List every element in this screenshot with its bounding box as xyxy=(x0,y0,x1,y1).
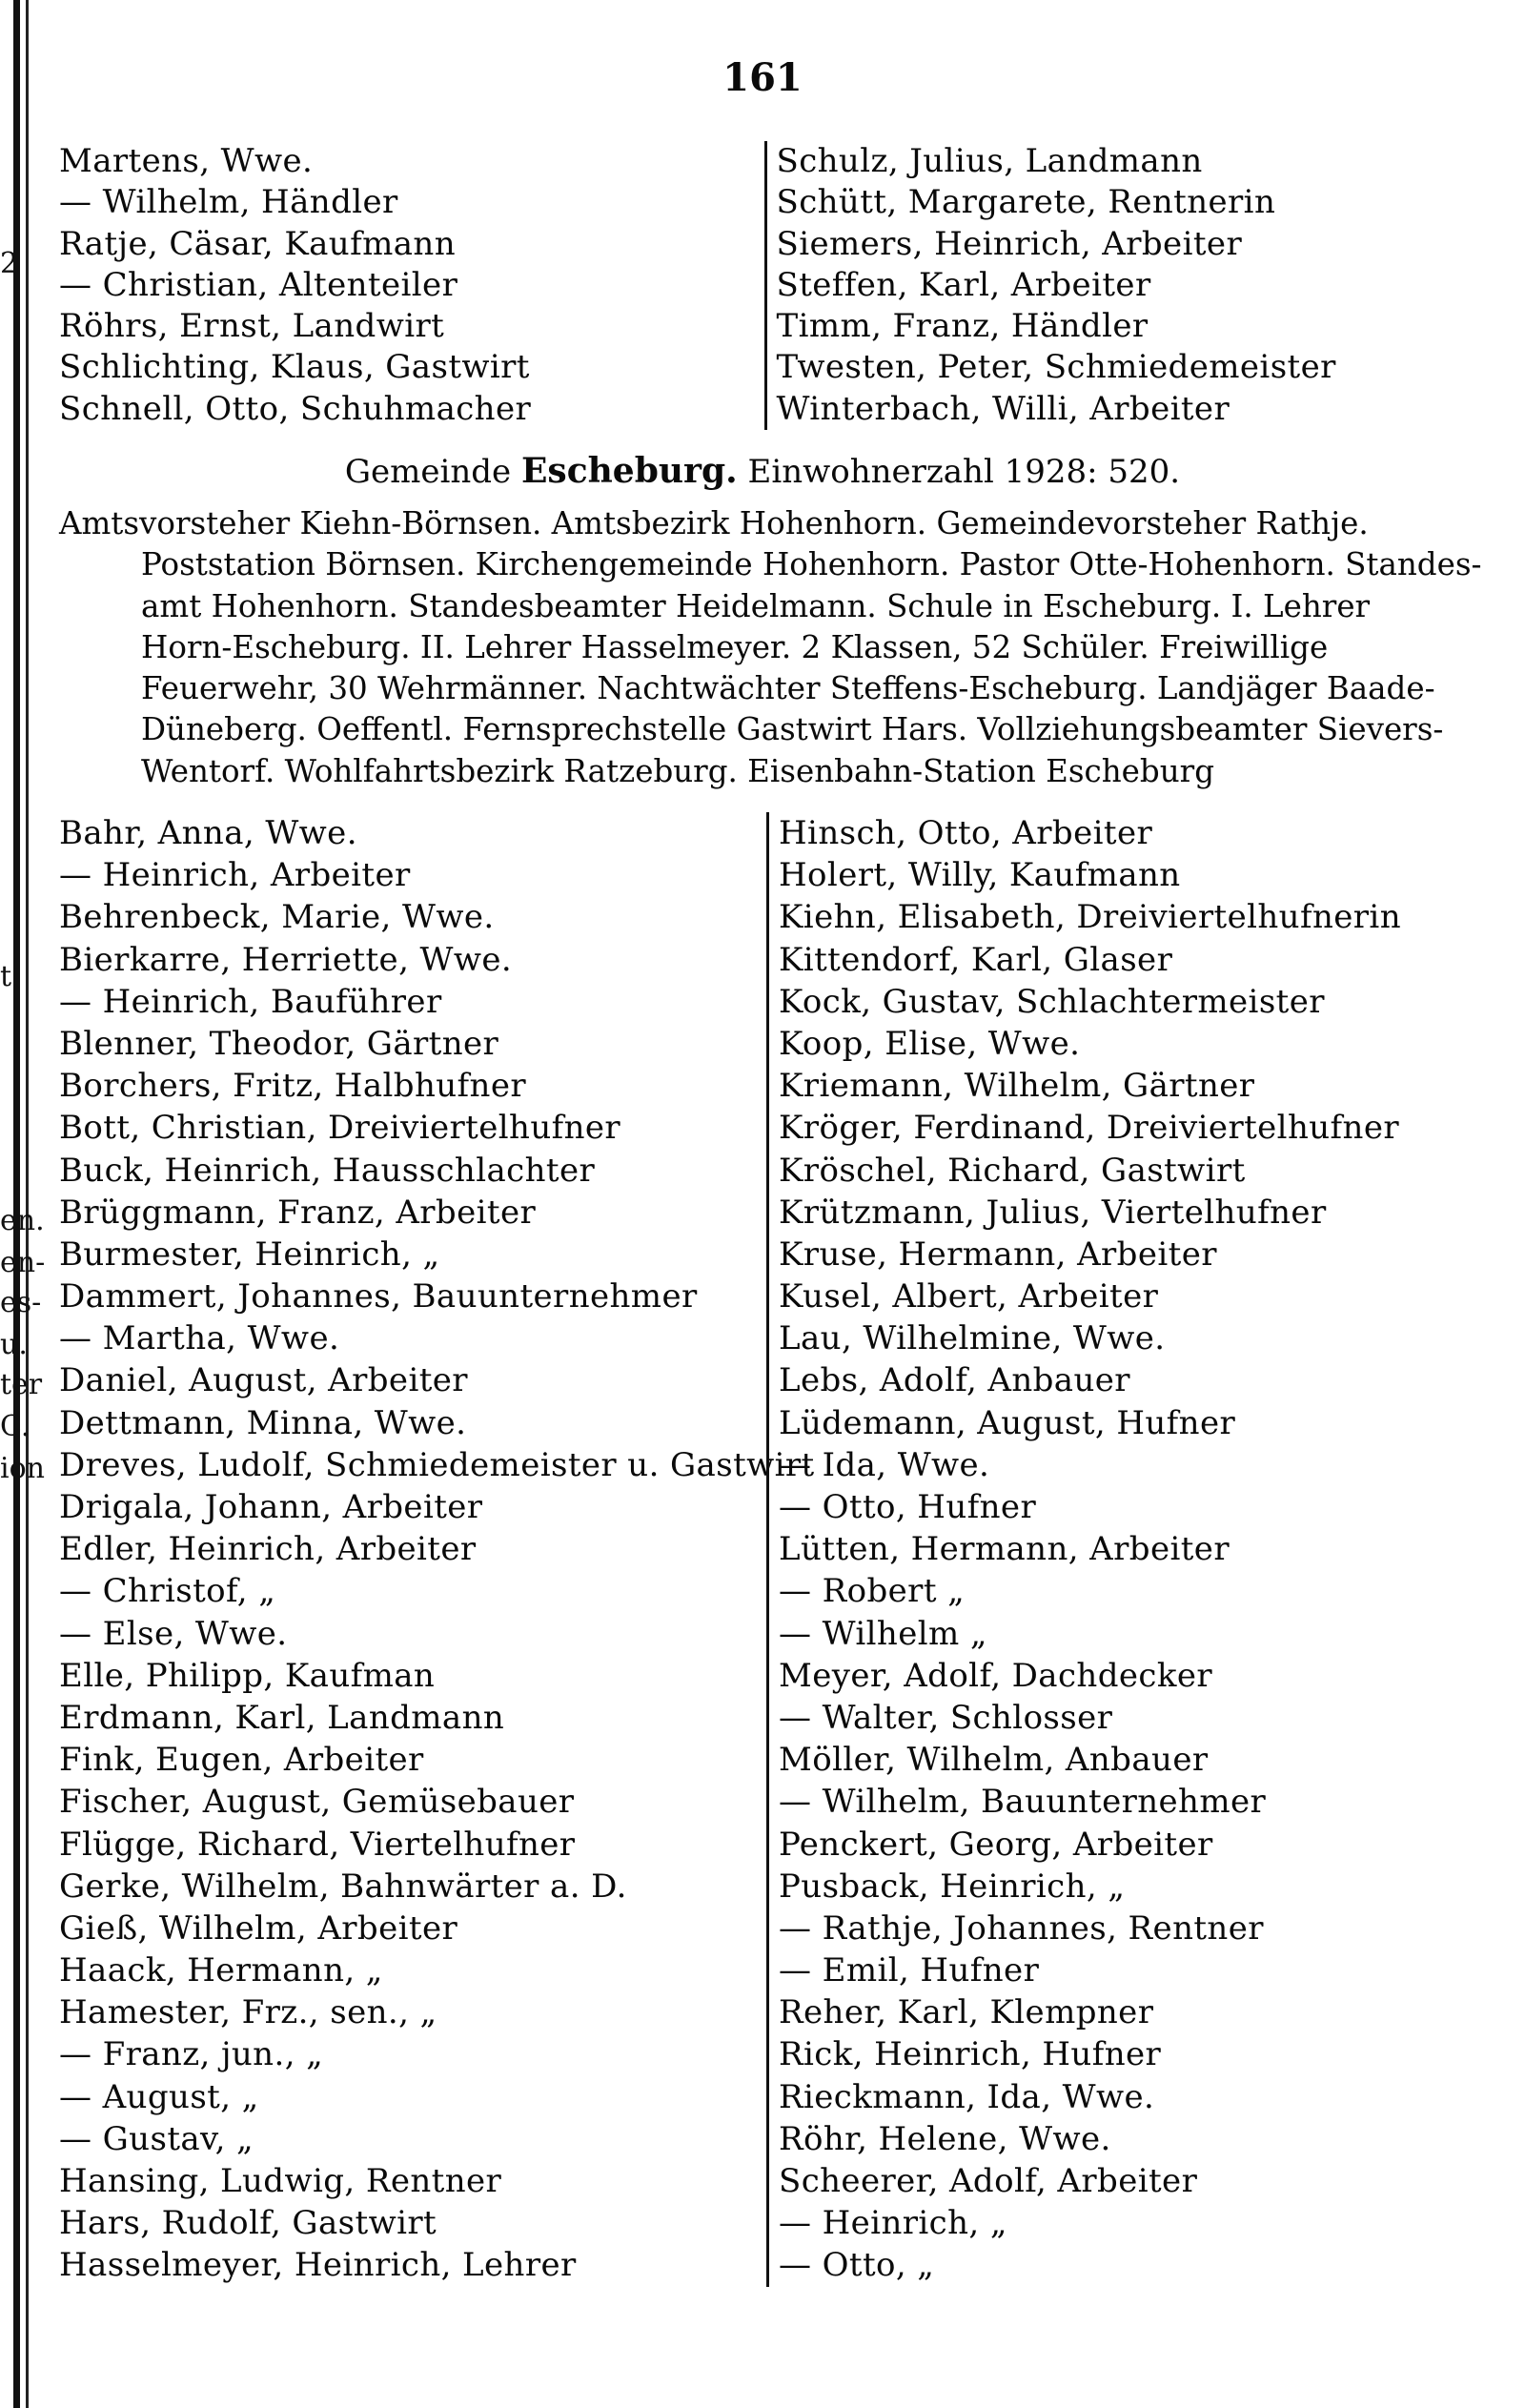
list-item: — Martha, Wwe. xyxy=(59,1319,340,1358)
list-item: — Christof, „ xyxy=(59,1572,276,1611)
list-item: Daniel, August, Arbeiter xyxy=(59,1361,468,1400)
list-item: Steffen, Karl, Arbeiter xyxy=(776,265,1151,304)
list-item: Brüggmann, Franz, Arbeiter xyxy=(59,1193,537,1232)
top-left-column xyxy=(59,141,753,430)
list-item: — Wilhelm „ xyxy=(779,1614,987,1653)
main-right-column xyxy=(766,812,1470,2287)
list-item: Haack, Hermann, „ xyxy=(59,1951,383,1990)
list-item: — Emil, Hufner xyxy=(779,1951,1040,1990)
list-item: — Franz, jun., „ xyxy=(59,2035,324,2074)
list-item: Edler, Heinrich, Arbeiter xyxy=(59,1530,477,1569)
list-item: — Otto, Hufner xyxy=(779,1488,1037,1526)
list-item: Blenner, Theodor, Gärtner xyxy=(59,1024,499,1063)
edge-fragment: t xyxy=(0,960,12,993)
list-item: Röhrs, Ernst, Landwirt xyxy=(59,307,445,346)
list-item: Rieckmann, Ida, Wwe. xyxy=(779,2077,1155,2116)
page-number: 161 xyxy=(722,55,803,100)
list-item: Scheerer, Adolf, Arbeiter xyxy=(779,2162,1198,2200)
edge-fragment: ion xyxy=(0,1452,45,1485)
list-item: Krützmann, Julius, Viertelhufner xyxy=(779,1193,1327,1232)
list-item: Kröger, Ferdinand, Dreiviertelhufner xyxy=(779,1109,1400,1148)
list-item: Kriemann, Wilhelm, Gärtner xyxy=(779,1067,1255,1106)
list-item: Martens, Wwe. xyxy=(59,142,314,180)
list-item: Pusback, Heinrich, „ xyxy=(779,1867,1126,1906)
list-item: Gerke, Wilhelm, Bahnwärter a. D. xyxy=(59,1867,627,1906)
list-item: Hamester, Frz., sen., „ xyxy=(59,1993,437,2032)
list-item: Schnell, Otto, Schuhmacher xyxy=(59,389,532,428)
list-item: Rick, Heinrich, Hufner xyxy=(779,2035,1162,2074)
list-item: Siemers, Heinrich, Arbeiter xyxy=(776,224,1243,263)
list-item: — Else, Wwe. xyxy=(59,1614,288,1653)
list-item: Hansing, Ludwig, Rentner xyxy=(59,2162,502,2200)
list-item: Kruse, Hermann, Arbeiter xyxy=(779,1235,1217,1274)
list-item: Kock, Gustav, Schlachtermeister xyxy=(779,982,1325,1021)
list-item: Elle, Philipp, Kaufman xyxy=(59,1656,436,1695)
list-item: Möller, Wilhelm, Anbauer xyxy=(779,1741,1209,1780)
section-population: Einwohnerzahl 1928: 520. xyxy=(747,453,1181,491)
list-item: — Gustav, „ xyxy=(59,2119,254,2158)
description-line: Feuerwehr, 30 Wehrmänner. Nachtwächter Steffens-Escheburg. Landjäger Baade- xyxy=(141,670,1435,707)
list-item: — Christian, Altenteiler xyxy=(59,265,458,304)
list-item: Lebs, Adolf, Anbauer xyxy=(779,1361,1130,1400)
list-item: Koop, Elise, Wwe. xyxy=(779,1024,1081,1063)
list-item: Fischer, August, Gemüsebauer xyxy=(59,1783,575,1822)
list-item: — Heinrich, Bauführer xyxy=(59,982,442,1021)
list-item: Bott, Christian, Dreiviertelhufner xyxy=(59,1109,621,1148)
list-item: Dammert, Johannes, Bauunternehmer xyxy=(59,1277,698,1316)
list-item: Ratje, Cäsar, Kaufmann xyxy=(59,224,456,263)
list-item: — Walter, Schlosser xyxy=(779,1698,1113,1737)
list-item: — Heinrich, „ xyxy=(779,2204,1007,2243)
list-item: Holert, Willy, Kaufmann xyxy=(779,856,1181,895)
edge-fragment: C. xyxy=(0,1410,30,1443)
list-item: — Ida, Wwe. xyxy=(779,1445,990,1484)
list-item: Fink, Eugen, Arbeiter xyxy=(59,1741,424,1780)
description-line: Wentorf. Wohlfahrtsbezirk Ratzeburg. Eisenbahn-Station Escheburg xyxy=(141,752,1214,789)
section-description xyxy=(59,503,1482,792)
list-item: Erdmann, Karl, Landmann xyxy=(59,1698,505,1737)
list-item: Hasselmeyer, Heinrich, Lehrer xyxy=(59,2246,577,2285)
top-directory-list xyxy=(59,141,1470,430)
list-item: Bierkarre, Herriette, Wwe. xyxy=(59,940,513,979)
edge-fragment: en- xyxy=(0,1246,46,1279)
description-line: Poststation Börnsen. Kirchengemeinde Hohenhorn. Pastor Otte-Hohenhorn. Standes- xyxy=(141,546,1482,583)
list-item: Penckert, Georg, Arbeiter xyxy=(779,1825,1213,1864)
list-item: Schlichting, Klaus, Gastwirt xyxy=(59,348,530,387)
list-item: — Wilhelm, Bauunternehmer xyxy=(779,1783,1267,1822)
list-item: — Rathje, Johannes, Rentner xyxy=(779,1908,1264,1948)
list-item: Buck, Heinrich, Hausschlachter xyxy=(59,1151,596,1190)
edge-fragment: ter xyxy=(0,1368,43,1401)
top-right-column xyxy=(764,141,1471,430)
list-item: Flügge, Richard, Viertelhufner xyxy=(59,1825,576,1864)
description-line: Amtsvorsteher Kiehn-Börnsen. Amtsbezirk Hohenhorn. Gemeindevorsteher Rathje. xyxy=(59,505,1369,541)
list-item: Hars, Rudolf, Gastwirt xyxy=(59,2204,437,2243)
list-item: — Heinrich, Arbeiter xyxy=(59,856,411,895)
description-line: amt Hohenhorn. Standesbeamter Heidelmann. Schule in Escheburg. I. Lehrer xyxy=(141,587,1371,624)
list-item: Burmester, Heinrich, „ xyxy=(59,1235,440,1274)
list-item: Lütten, Hermann, Arbeiter xyxy=(779,1530,1230,1569)
list-item: Kittendorf, Karl, Glaser xyxy=(779,940,1173,979)
list-item: Kröschel, Richard, Gastwirt xyxy=(779,1151,1246,1190)
list-item: Schulz, Julius, Landmann xyxy=(776,142,1203,180)
description-line: Düneberg. Oeffentl. Fernsprechstelle Gastwirt Hars. Vollziehungsbeamter Sievers- xyxy=(141,711,1444,748)
list-item: Drigala, Johann, Arbeiter xyxy=(59,1488,483,1526)
list-item: Bahr, Anna, Wwe. xyxy=(59,814,357,852)
list-item: Meyer, Adolf, Dachdecker xyxy=(779,1656,1213,1695)
list-item: Winterbach, Willi, Arbeiter xyxy=(776,389,1230,428)
list-item: Gieß, Wilhelm, Arbeiter xyxy=(59,1908,458,1948)
list-item: Schütt, Margarete, Rentnerin xyxy=(776,183,1276,222)
list-item: — Robert „ xyxy=(779,1572,966,1611)
list-item: Borchers, Fritz, Halbhufner xyxy=(59,1067,527,1106)
edge-fragment: 2 xyxy=(0,247,19,280)
list-item: Hinsch, Otto, Arbeiter xyxy=(779,814,1153,852)
edge-fragment: es- xyxy=(0,1286,42,1319)
list-item: — Wilhelm, Händler xyxy=(59,183,398,222)
section-name: Escheburg. xyxy=(520,451,738,491)
list-item: Twesten, Peter, Schmiedemeister xyxy=(776,348,1336,387)
list-item: Dettmann, Minna, Wwe. xyxy=(59,1403,467,1442)
resident-directory-list xyxy=(59,812,1470,2287)
edge-fragment: en. xyxy=(0,1204,45,1237)
list-item: Reher, Karl, Klempner xyxy=(779,1993,1154,2032)
list-item: Dreves, Ludolf, Schmiedemeister u. Gastwirt xyxy=(59,1445,815,1484)
list-item: Kiehn, Elisabeth, Dreiviertelhufnerin xyxy=(779,898,1401,937)
list-item: Röhr, Helene, Wwe. xyxy=(779,2119,1111,2158)
description-line: Horn-Escheburg. II. Lehrer Hasselmeyer. 2 Klassen, 52 Schüler. Freiwillige xyxy=(141,628,1329,665)
main-left-column xyxy=(59,812,815,2287)
section-prefix: Gemeinde xyxy=(344,453,512,491)
list-item: Lau, Wilhelmine, Wwe. xyxy=(779,1319,1166,1358)
list-item: Timm, Franz, Händler xyxy=(776,307,1149,346)
list-item: — Otto, „ xyxy=(779,2246,935,2285)
list-item: Kusel, Albert, Arbeiter xyxy=(779,1277,1159,1316)
list-item: — August, „ xyxy=(59,2077,259,2116)
section-heading xyxy=(0,450,1525,493)
edge-fragment: u. xyxy=(0,1328,28,1361)
list-item: Behrenbeck, Marie, Wwe. xyxy=(59,898,495,937)
list-item: Lüdemann, August, Hufner xyxy=(779,1403,1236,1442)
